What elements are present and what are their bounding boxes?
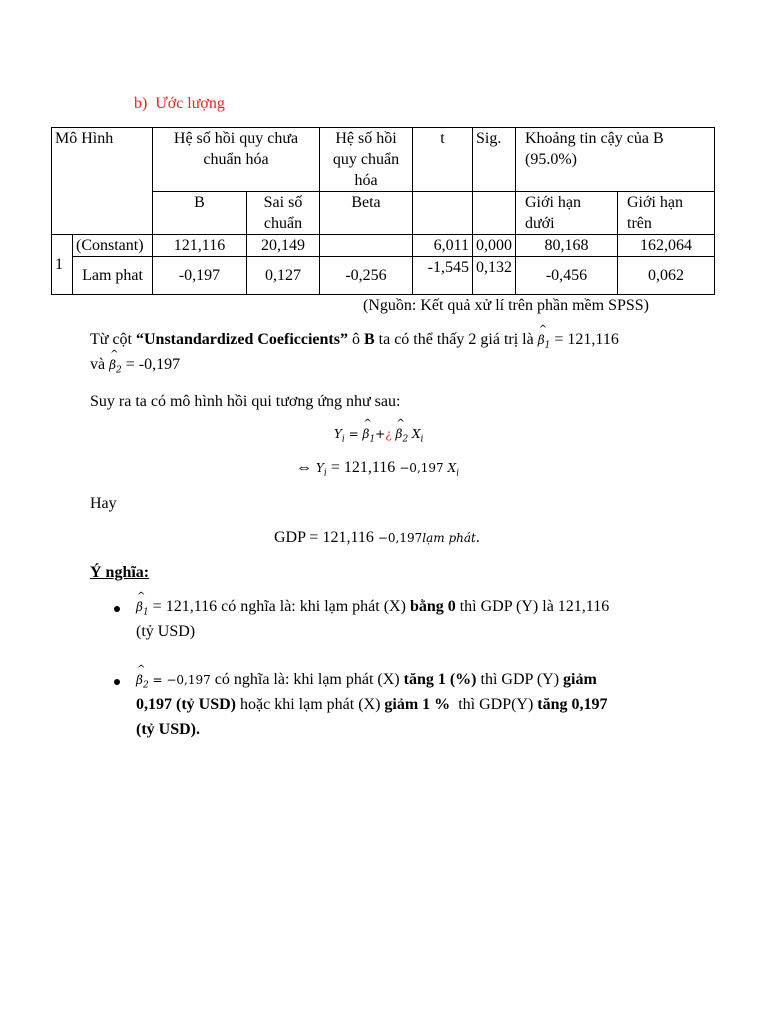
- header-ci: Khoảng tin cậy của B (95.0%): [516, 128, 715, 192]
- bold-text: (tỷ USD).: [136, 721, 200, 738]
- header-se: Sai số chuẩn: [247, 192, 320, 235]
- bullet-icon: [114, 679, 120, 685]
- bold-text: bằng 0: [409, 598, 456, 615]
- cell-b: 121,116: [153, 235, 247, 257]
- bullet-beta1: [136, 598, 609, 617]
- iff-symbol: ⇔: [296, 459, 312, 476]
- bold-text: 0,197 (tỷ USD): [136, 696, 236, 713]
- period: .: [475, 529, 480, 546]
- inflation-term: lạm phát: [422, 531, 476, 545]
- cell-lower: 80,168: [516, 235, 618, 257]
- bold-text: tăng 1 (%): [403, 671, 477, 688]
- header-beta: Beta: [320, 192, 413, 235]
- row-name: Lam phat: [73, 257, 153, 295]
- source-note: (Nguồn: Kết quả xử lí trên phần mềm SPSS): [363, 297, 649, 314]
- cell-lower: -0,456: [516, 257, 618, 295]
- beta1-value: = 121,116: [550, 331, 619, 348]
- text: thì GDP (Y) là 121,116: [455, 598, 610, 615]
- hay-text: Hay: [90, 495, 117, 512]
- cell-sig: 0,000: [473, 235, 516, 257]
- text: có nghĩa là: khi lạm phát (X): [210, 671, 404, 688]
- cell-se: 20,149: [247, 235, 320, 257]
- slope-value: −0,197: [377, 531, 423, 545]
- equation-model: $Y_i$ = ^ $\beta_1+¿$ ^ $\beta_2$ $X_i$: [334, 427, 423, 444]
- bullet-beta2-line2: [136, 696, 608, 714]
- beta2-symbol: ^ $\beta_2$: [109, 358, 122, 372]
- slope-value: −0,197: [399, 461, 444, 475]
- meaning-title: Ý nghĩa:: [90, 564, 150, 581]
- cell-t: 6,011: [413, 235, 473, 257]
- header-model: Mô Hình: [52, 128, 153, 235]
- bullet-beta1-line2: (tỷ USD): [136, 623, 196, 640]
- cell-se: 0,127: [247, 257, 320, 295]
- cell-beta: [320, 235, 413, 257]
- header-t: t: [413, 128, 473, 192]
- text: hoặc khi lạm phát (X): [236, 696, 385, 713]
- bullet-beta2: [136, 671, 597, 690]
- header-unstandardized: Hệ số hồi quy chưa chuẩn hóa: [153, 128, 320, 192]
- section-title: Ước lượng: [155, 95, 225, 112]
- header-upper: Giới hạn trên: [618, 192, 715, 235]
- header-lower: Giới hạn dưới: [516, 192, 618, 235]
- header-standardized: Hệ số hồi quy chuẩn hóa: [320, 128, 413, 192]
- cell-sig: 0,132: [473, 257, 516, 295]
- beta1-symbol: ^ $\beta_1$: [136, 600, 149, 614]
- text: thì GDP(Y): [450, 696, 538, 713]
- row-name: (Constant): [73, 235, 153, 257]
- bullet-icon: [114, 606, 120, 612]
- header-b: B: [153, 192, 247, 235]
- bold-text: B: [363, 331, 375, 348]
- gdp-text: GDP = 121,116: [274, 529, 378, 546]
- cell-beta: -0,256: [320, 257, 413, 295]
- model-number: 1: [52, 235, 73, 295]
- equation-gdp: [274, 529, 480, 547]
- beta1-symbol: ^ $\beta_1$: [538, 333, 551, 347]
- header-t-empty: [413, 192, 473, 235]
- paragraph-coefficients: [90, 331, 619, 350]
- table-row: [52, 235, 715, 257]
- text: và: [90, 356, 110, 373]
- text: thì GDP (Y): [476, 671, 564, 688]
- header-sig: Sig.: [473, 128, 516, 192]
- bold-text: tăng 0,197: [537, 696, 608, 713]
- text: Từ cột: [90, 331, 136, 348]
- cell-upper: 0,062: [618, 257, 715, 295]
- section-label: b): [134, 95, 148, 112]
- beta2-value: = -0,197: [121, 356, 181, 373]
- equation-estimated: ⇔ $Y_i = 121,116 -0,197$ $X_i$: [296, 459, 460, 479]
- text: = 121,116 có nghĩa là: khi lạm phát (X): [148, 598, 410, 615]
- bold-text: “Unstandardized Coeficcients”: [136, 331, 348, 348]
- bold-text: giảm: [563, 671, 597, 688]
- text: ta có thể thấy 2 giá trị là: [374, 331, 538, 348]
- cell-t: -1,545: [413, 257, 473, 295]
- header-sig-empty: [473, 192, 516, 235]
- paragraph-coefficients-line2: [90, 356, 180, 375]
- text: ô: [347, 331, 364, 348]
- regression-table: [51, 127, 715, 295]
- cell-upper: 162,064: [618, 235, 715, 257]
- intercept-value: = 121,116: [326, 459, 400, 476]
- beta2-value: −0,197: [166, 673, 211, 687]
- table-row: [52, 257, 715, 295]
- bullet-beta2-line3: [136, 721, 200, 739]
- cell-b: -0,197: [153, 257, 247, 295]
- section-heading: [134, 95, 225, 113]
- beta2-symbol: ^ $\beta_2$ =: [136, 673, 166, 687]
- bold-text: giảm 1 %: [384, 696, 451, 713]
- paragraph-model: Suy ra ta có mô hình hồi qui tương ứng như sau:: [90, 393, 401, 410]
